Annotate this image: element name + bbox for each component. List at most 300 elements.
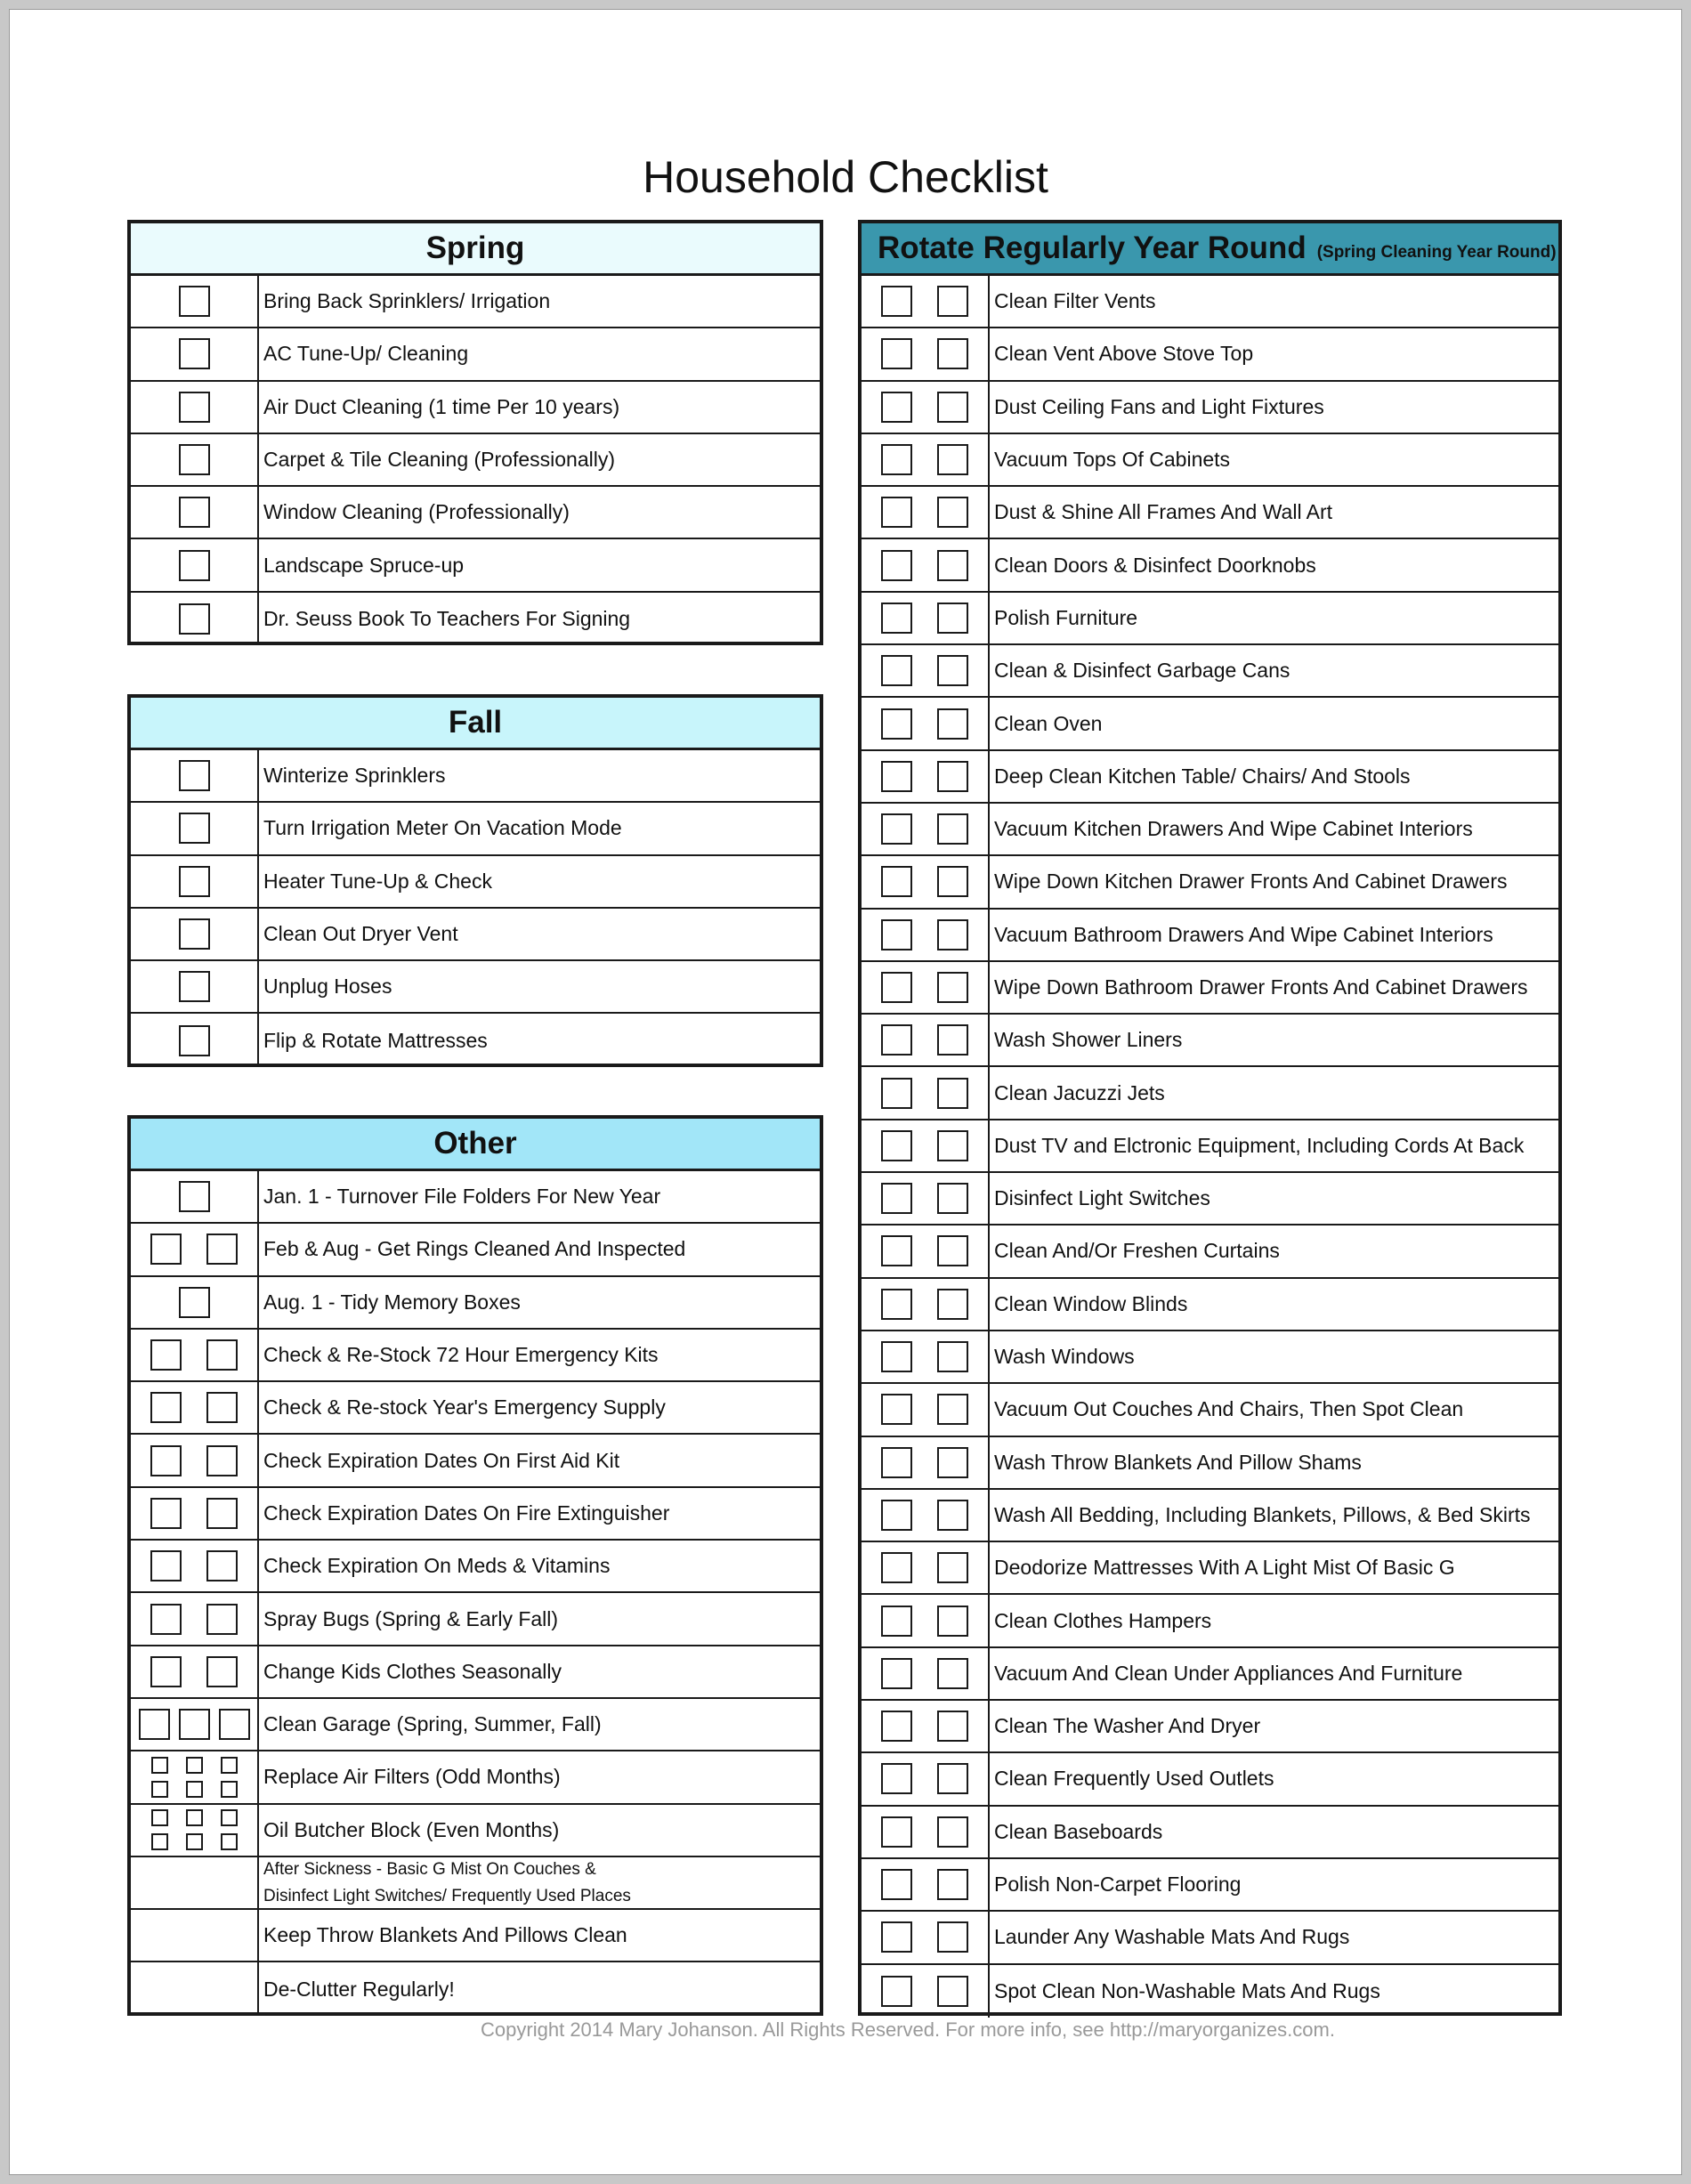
checklist-row: [862, 962, 1558, 1015]
checkbox[interactable]: [937, 1763, 968, 1794]
checkbox[interactable]: [937, 1078, 968, 1109]
checklist-row: [862, 1384, 1558, 1436]
item-label: Bring Back Sprinklers/ Irrigation: [263, 289, 551, 313]
checkbox-cell: [131, 1488, 259, 1539]
checkbox[interactable]: [881, 444, 912, 475]
checkbox[interactable]: [881, 761, 912, 792]
checkbox-cell: [131, 1435, 259, 1485]
item-label: Wash Throw Blankets And Pillow Shams: [994, 1450, 1362, 1474]
checkbox-grid: [151, 1757, 238, 1798]
checklist-row: [862, 1331, 1558, 1384]
checkbox[interactable]: [937, 1921, 968, 1953]
checkbox-cell: [862, 1965, 990, 2018]
checklist-row: [862, 1807, 1558, 1859]
checkbox[interactable]: [937, 708, 968, 740]
checkbox[interactable]: [881, 1552, 912, 1583]
checkbox[interactable]: [937, 919, 968, 950]
checkbox[interactable]: [881, 1763, 912, 1794]
checklist-row: [862, 1437, 1558, 1490]
checklist-row: [862, 1490, 1558, 1542]
item-label: Unplug Hoses: [263, 975, 392, 999]
checkbox-cell: [862, 1279, 990, 1330]
checkbox-cell: [131, 803, 259, 853]
checkbox-cell: [862, 1753, 990, 1804]
checkbox-cell: [131, 750, 259, 801]
checkbox-cell: [131, 593, 259, 645]
checkbox-cell: [862, 1384, 990, 1435]
checkbox-cell: [131, 1382, 259, 1433]
item-label: Spot Clean Non-Washable Mats And Rugs: [994, 1978, 1380, 2002]
checklist-row: [862, 1701, 1558, 1753]
checklist-row: [131, 1435, 820, 1487]
checkbox[interactable]: [937, 1289, 968, 1320]
item-label: Aug. 1 - Tidy Memory Boxes: [263, 1290, 521, 1314]
rotate-title: Rotate Regularly Year Round: [878, 231, 1307, 265]
checklist-row: [131, 382, 820, 434]
checkbox[interactable]: [139, 1709, 170, 1740]
checkbox-cell: [131, 856, 259, 907]
checkbox[interactable]: [150, 1550, 182, 1581]
checklist-row: [131, 856, 820, 909]
checkbox[interactable]: [206, 1234, 238, 1265]
checklist-row: [131, 276, 820, 328]
checkbox[interactable]: [206, 1656, 238, 1687]
checkbox-cell: [862, 434, 990, 485]
checklist-row: [131, 1382, 820, 1435]
other-header: Other: [131, 1119, 820, 1171]
checklist-row: [862, 593, 1558, 645]
checkbox-cell: [131, 382, 259, 433]
checkbox[interactable]: [881, 1606, 912, 1637]
item-label: Clean Clothes Hampers: [994, 1608, 1212, 1632]
checkbox[interactable]: [221, 1781, 238, 1798]
checklist-row: [131, 1646, 820, 1699]
checkbox[interactable]: [881, 550, 912, 581]
checkbox[interactable]: [179, 866, 210, 897]
checkbox-cell: [862, 751, 990, 802]
checkbox[interactable]: [179, 1025, 210, 1056]
checklist-row: [862, 910, 1558, 962]
item-label: Flip & Rotate Mattresses: [263, 1028, 488, 1052]
checkbox[interactable]: [881, 972, 912, 1003]
checkbox[interactable]: [937, 550, 968, 581]
checkbox[interactable]: [881, 286, 912, 317]
checklist-row: [862, 1595, 1558, 1647]
checkbox[interactable]: [150, 1234, 182, 1265]
item-label: Polish Non-Carpet Flooring: [994, 1873, 1242, 1897]
checkbox-cell: [862, 1701, 990, 1751]
checkbox-grid: [151, 1809, 238, 1850]
checklist-row: [862, 856, 1558, 909]
item-label: Carpet & Tile Cleaning (Professionally): [263, 448, 616, 472]
checklist-row: [862, 434, 1558, 487]
checkbox[interactable]: [881, 1816, 912, 1848]
checkbox[interactable]: [151, 1781, 168, 1798]
item-label: Clean Out Dryer Vent: [263, 922, 458, 946]
checklist-row: [862, 276, 1558, 328]
checkbox[interactable]: [937, 1394, 968, 1425]
item-label: Vacuum Kitchen Drawers And Wipe Cabinet Interiors: [994, 817, 1473, 841]
checklist-row: [131, 1805, 820, 1857]
checklist-row: [862, 1173, 1558, 1225]
checkbox[interactable]: [179, 1709, 210, 1740]
checkbox-cell: [131, 539, 259, 590]
checkbox[interactable]: [937, 866, 968, 897]
checkbox[interactable]: [937, 655, 968, 686]
checkbox[interactable]: [881, 1078, 912, 1109]
checkbox[interactable]: [881, 1235, 912, 1266]
item-label: Vacuum Bathroom Drawers And Wipe Cabinet Interiors: [994, 922, 1493, 946]
checklist-row: [131, 1488, 820, 1541]
checklist-row: [862, 539, 1558, 592]
checklist-row: [131, 593, 820, 645]
checkbox-cell: [862, 645, 990, 696]
checkbox[interactable]: [937, 813, 968, 845]
item-label: Replace Air Filters (Odd Months): [263, 1765, 561, 1789]
checkbox[interactable]: [937, 1606, 968, 1637]
checkbox[interactable]: [881, 603, 912, 634]
item-label: Dust & Shine All Frames And Wall Art: [994, 500, 1333, 524]
checkbox[interactable]: [206, 1498, 238, 1529]
checkbox-cell: [862, 1225, 990, 1276]
item-label: Wash Shower Liners: [994, 1028, 1183, 1052]
checkbox[interactable]: [151, 1809, 168, 1826]
checklist-row: [862, 804, 1558, 856]
item-label: Deep Clean Kitchen Table/ Chairs/ And Stools: [994, 764, 1411, 788]
item-label: Oil Butcher Block (Even Months): [263, 1817, 560, 1841]
checkbox[interactable]: [937, 497, 968, 528]
checkbox-cell: [131, 276, 259, 327]
checkbox[interactable]: [206, 1339, 238, 1371]
checkbox[interactable]: [881, 708, 912, 740]
copyright: Copyright 2014 Mary Johanson. All Rights Reserved. For more info, see http://maryorganizes.com.: [481, 2018, 1335, 2041]
checkbox[interactable]: [151, 1833, 168, 1850]
checkbox[interactable]: [206, 1604, 238, 1635]
checkbox[interactable]: [186, 1781, 203, 1798]
checklist-row: [862, 1067, 1558, 1120]
checkbox[interactable]: [937, 1447, 968, 1478]
checklist-row: [131, 1277, 820, 1330]
checkbox[interactable]: [219, 1709, 250, 1740]
item-label: After Sickness - Basic G Mist On Couches & Disinfect Light Switches/ Frequently Used Places: [263, 1859, 631, 1905]
checkbox[interactable]: [937, 392, 968, 423]
checkbox[interactable]: [179, 1181, 210, 1212]
checkbox-cell: [131, 1593, 259, 1644]
item-label: Dr. Seuss Book To Teachers For Signing: [263, 606, 631, 630]
checkbox[interactable]: [937, 761, 968, 792]
checkbox[interactable]: [221, 1757, 238, 1774]
checklist-row: [862, 1279, 1558, 1331]
checkbox[interactable]: [179, 813, 210, 844]
checkbox[interactable]: [881, 1658, 912, 1689]
checklist-row: [862, 698, 1558, 750]
checkbox[interactable]: [150, 1445, 182, 1476]
checkbox[interactable]: [937, 1711, 968, 1742]
checkbox[interactable]: [937, 1976, 968, 2007]
item-label: Turn Irrigation Meter On Vacation Mode: [263, 816, 622, 840]
checklist-row: [862, 1753, 1558, 1806]
item-label: De-Clutter Regularly!: [263, 1977, 455, 2001]
checkbox[interactable]: [881, 338, 912, 369]
spring-header: Spring: [131, 223, 820, 276]
item-label: Clean The Washer And Dryer: [994, 1714, 1261, 1738]
checkbox-cell: [862, 328, 990, 379]
checkbox[interactable]: [150, 1339, 182, 1371]
checkbox[interactable]: [179, 550, 210, 581]
checklist-row: [131, 961, 820, 1014]
checklist-row: [862, 1912, 1558, 1964]
checkbox-cell: [131, 1805, 259, 1856]
checkbox-cell: [862, 1015, 990, 1065]
item-label: Clean Frequently Used Outlets: [994, 1767, 1274, 1791]
checkbox[interactable]: [937, 286, 968, 317]
item-label: Clean Filter Vents: [994, 289, 1156, 313]
checkbox[interactable]: [221, 1809, 238, 1826]
checkbox-cell: [862, 382, 990, 433]
checkbox[interactable]: [937, 1183, 968, 1214]
checkbox[interactable]: [881, 1976, 912, 2007]
checkbox-cell: [862, 1595, 990, 1646]
checkbox[interactable]: [937, 1500, 968, 1531]
checkbox[interactable]: [179, 444, 210, 475]
checklist-row: [131, 1171, 820, 1224]
item-label: Clean Baseboards: [994, 1819, 1163, 1843]
item-label: Air Duct Cleaning (1 time Per 10 years): [263, 394, 620, 418]
checkbox[interactable]: [937, 1341, 968, 1372]
checkbox-cell: [131, 1857, 259, 1908]
checklist-row: [131, 1962, 820, 2015]
checkbox[interactable]: [881, 1130, 912, 1161]
checkbox[interactable]: [881, 1921, 912, 1953]
item-label: Dust Ceiling Fans and Light Fixtures: [994, 394, 1324, 418]
checkbox-cell: [862, 910, 990, 960]
checklist-row: [131, 487, 820, 539]
checklist-row: [131, 1751, 820, 1804]
checkbox-cell: [131, 961, 259, 1012]
checkbox[interactable]: [937, 603, 968, 634]
fall-header: Fall: [131, 698, 820, 750]
checkbox-cell: [131, 1910, 259, 1961]
rotate-table: [858, 220, 1562, 2016]
checklist-row: [131, 1014, 820, 1066]
item-label: Disinfect Light Switches: [994, 1186, 1210, 1210]
checklist-row: [862, 751, 1558, 804]
checkbox[interactable]: [881, 1394, 912, 1425]
checklist-row: [862, 1225, 1558, 1278]
rotate-subtitle: (Spring Cleaning Year Round): [1316, 243, 1557, 262]
checkbox-cell: [862, 276, 990, 327]
item-label: Check Expiration Dates On First Aid Kit: [263, 1448, 620, 1472]
checkbox-cell: [131, 1224, 259, 1274]
checkbox[interactable]: [179, 760, 210, 791]
item-label: Launder Any Washable Mats And Rugs: [994, 1925, 1350, 1949]
checkbox[interactable]: [881, 1500, 912, 1531]
item-label: Check & Re-Stock 72 Hour Emergency Kits: [263, 1343, 659, 1367]
checkbox-cell: [862, 1173, 990, 1224]
item-label: Clean Window Blinds: [994, 1291, 1188, 1315]
checkbox[interactable]: [881, 655, 912, 686]
checkbox[interactable]: [881, 392, 912, 423]
checkbox[interactable]: [206, 1550, 238, 1581]
checkbox[interactable]: [186, 1809, 203, 1826]
checkbox[interactable]: [179, 286, 210, 317]
item-label: Clean Vent Above Stove Top: [994, 342, 1254, 366]
item-label: Check & Re-stock Year's Emergency Supply: [263, 1395, 666, 1420]
checkbox[interactable]: [937, 972, 968, 1003]
checkbox-cell: [862, 962, 990, 1013]
checkbox-cell: [862, 1067, 990, 1118]
item-label: Wipe Down Bathroom Drawer Fronts And Cabinet Drawers: [994, 975, 1528, 999]
checklist-row: [862, 382, 1558, 434]
item-label: Clean Garage (Spring, Summer, Fall): [263, 1712, 602, 1736]
checkbox[interactable]: [881, 1183, 912, 1214]
checkbox[interactable]: [150, 1392, 182, 1423]
checklist-row: [862, 328, 1558, 381]
checkbox-cell: [862, 1912, 990, 1962]
checklist-row: [131, 434, 820, 487]
checkbox-cell: [862, 1437, 990, 1488]
item-label: Jan. 1 - Turnover File Folders For New Year: [263, 1185, 661, 1209]
checkbox[interactable]: [881, 1711, 912, 1742]
item-label: Keep Throw Blankets And Pillows Clean: [263, 1923, 627, 1947]
checklist-row: [862, 1542, 1558, 1595]
checkbox[interactable]: [937, 1130, 968, 1161]
checkbox-cell: [862, 698, 990, 748]
checkbox[interactable]: [937, 1658, 968, 1689]
item-label: Change Kids Clothes Seasonally: [263, 1659, 562, 1683]
item-label: Vacuum Tops Of Cabinets: [994, 448, 1231, 472]
item-label: Deodorize Mattresses With A Light Mist Of Basic G: [994, 1556, 1455, 1580]
item-label: Wash Windows: [994, 1345, 1135, 1369]
checklist-row: [862, 1120, 1558, 1173]
checkbox-cell: [131, 1962, 259, 2015]
checkbox[interactable]: [179, 497, 210, 528]
checkbox[interactable]: [881, 866, 912, 897]
item-label: AC Tune-Up/ Cleaning: [263, 342, 469, 366]
checklist-row: [862, 1648, 1558, 1701]
checklist-row: [862, 1965, 1558, 2018]
checkbox-cell: [862, 487, 990, 538]
other-table: [127, 1115, 823, 2016]
item-label: Clean Oven: [994, 711, 1103, 735]
checkbox[interactable]: [937, 444, 968, 475]
checkbox-cell: [131, 1646, 259, 1697]
checkbox[interactable]: [179, 603, 210, 635]
checklist-row: [131, 1224, 820, 1276]
checkbox-cell: [862, 539, 990, 590]
item-label: Window Cleaning (Professionally): [263, 500, 570, 524]
checkbox[interactable]: [150, 1604, 182, 1635]
checkbox-cell: [131, 487, 259, 538]
checkbox[interactable]: [186, 1833, 203, 1850]
checkbox[interactable]: [186, 1757, 203, 1774]
checkbox-cell: [131, 1751, 259, 1802]
checkbox-cell: [131, 1330, 259, 1380]
checkbox[interactable]: [179, 1287, 210, 1318]
checkbox[interactable]: [206, 1445, 238, 1476]
checkbox-cell: [131, 1014, 259, 1066]
checkbox[interactable]: [179, 392, 210, 423]
checkbox[interactable]: [881, 1289, 912, 1320]
checklist-row: [862, 1859, 1558, 1912]
checkbox-cell: [862, 804, 990, 854]
checkbox[interactable]: [881, 1024, 912, 1056]
checkbox-cell: [131, 434, 259, 485]
item-label: Check Expiration Dates On Fire Extinguisher: [263, 1500, 670, 1525]
checkbox[interactable]: [881, 497, 912, 528]
checkbox[interactable]: [937, 1869, 968, 1900]
fall-table: [127, 694, 823, 1067]
item-label: Vacuum And Clean Under Appliances And Furniture: [994, 1661, 1463, 1685]
checklist-row: [862, 487, 1558, 539]
checkbox[interactable]: [937, 338, 968, 369]
checkbox[interactable]: [881, 1869, 912, 1900]
checkbox[interactable]: [937, 1024, 968, 1056]
checkbox[interactable]: [179, 918, 210, 950]
checkbox[interactable]: [150, 1498, 182, 1529]
checkbox-cell: [131, 1171, 259, 1222]
item-label: Landscape Spruce-up: [263, 553, 465, 577]
checkbox[interactable]: [881, 813, 912, 845]
item-label: Wash All Bedding, Including Blankets, Pillows, & Bed Skirts: [994, 1502, 1531, 1526]
checkbox-cell: [131, 1699, 259, 1750]
checkbox-cell: [862, 1807, 990, 1857]
checkbox[interactable]: [221, 1833, 238, 1850]
checkbox[interactable]: [206, 1392, 238, 1423]
item-label: Winterize Sprinklers: [263, 764, 446, 788]
checkbox-cell: [131, 909, 259, 959]
checkbox[interactable]: [179, 971, 210, 1002]
checklist-row: [131, 803, 820, 855]
checkbox[interactable]: [881, 1341, 912, 1372]
item-label: Clean Jacuzzi Jets: [994, 1080, 1165, 1104]
checkbox-cell: [862, 856, 990, 907]
checklist-row: [131, 1541, 820, 1593]
checkbox[interactable]: [151, 1757, 168, 1774]
item-label: Polish Furniture: [994, 605, 1138, 629]
checklist-row: [862, 1015, 1558, 1067]
checkbox[interactable]: [937, 1235, 968, 1266]
rotate-header: [862, 223, 1558, 276]
checklist-row: [131, 1910, 820, 1962]
checklist-row: [131, 1330, 820, 1382]
checklist-row: [131, 1593, 820, 1646]
checklist-row: [862, 645, 1558, 698]
checkbox[interactable]: [881, 1447, 912, 1478]
checkbox[interactable]: [937, 1552, 968, 1583]
checkbox-cell: [131, 1277, 259, 1328]
checkbox[interactable]: [937, 1816, 968, 1848]
spring-table: [127, 220, 823, 645]
checkbox-cell: [131, 328, 259, 379]
item-label: Check Expiration On Meds & Vitamins: [263, 1554, 611, 1578]
item-label: Wipe Down Kitchen Drawer Fronts And Cabinet Drawers: [994, 870, 1508, 894]
item-label: Clean And/Or Freshen Curtains: [994, 1239, 1280, 1263]
item-label: Clean & Disinfect Garbage Cans: [994, 659, 1290, 683]
checklist-row: [131, 1857, 820, 1910]
item-label: Dust TV and Elctronic Equipment, Including Cords At Back: [994, 1133, 1525, 1157]
checkbox-cell: [862, 593, 990, 643]
checkbox[interactable]: [150, 1656, 182, 1687]
checkbox[interactable]: [179, 338, 210, 369]
checkbox-cell: [862, 1859, 990, 1910]
checkbox[interactable]: [881, 919, 912, 950]
checkbox-cell: [862, 1331, 990, 1382]
item-label: Heater Tune-Up & Check: [263, 869, 492, 893]
checklist-row: [131, 1699, 820, 1751]
item-label: Feb & Aug - Get Rings Cleaned And Inspected: [263, 1237, 686, 1261]
checkbox-cell: [862, 1648, 990, 1699]
